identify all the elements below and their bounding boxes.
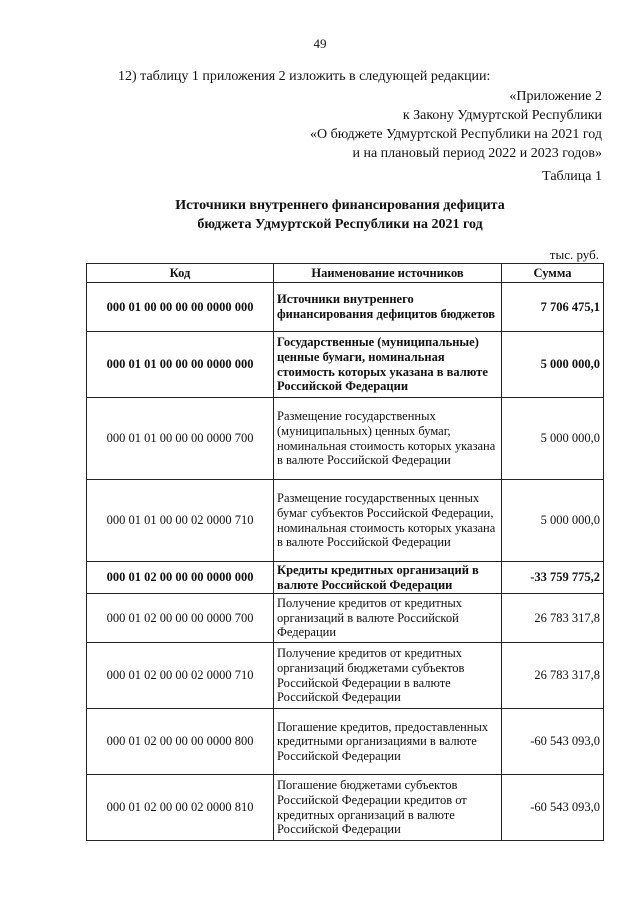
appendix-line: к Закону Удмуртской Республики [402, 108, 602, 123]
row-name: Источники внутреннего финансирования дефицитов бюджетов [274, 283, 502, 332]
page-number: 49 [313, 36, 327, 51]
row-sum: 5 000 000,0 [502, 480, 604, 562]
header-name: Наименование источников [274, 264, 502, 283]
row-sum: -60 543 093,0 [502, 775, 604, 841]
table-row [87, 562, 604, 594]
row-name: Размещение государственных (муниципальных) ценных бумаг, номинальная стоимость которых указана в валюте Российской Федерации [274, 398, 502, 480]
row-sum: -33 759 775,2 [502, 562, 604, 594]
financing-sources-table [86, 263, 604, 841]
amendment-intro: 12) таблицу 1 приложения 2 изложить в следующей редакции: [118, 69, 491, 84]
row-code: 000 01 02 00 00 02 0000 810 [87, 775, 274, 841]
title-line: бюджета Удмуртской Республики на 2021 год [197, 217, 483, 232]
row-name: Погашение бюджетами субъектов Российской Федерации кредитов от кредитных организаций в валюте Российской Федерации [274, 775, 502, 841]
appendix-line: «О бюджете Удмуртской Республики на 2021 год [309, 127, 602, 142]
row-sum: 26 783 317,8 [502, 594, 604, 643]
table-label: Таблица 1 [542, 169, 602, 184]
row-name: Государственные (муниципальные) ценные бумаги, номинальная стоимость которых указана в валюте Российской Федерации [274, 332, 502, 398]
appendix-reference [310, 87, 602, 163]
table-row [87, 643, 604, 709]
row-sum: 26 783 317,8 [502, 643, 604, 709]
table-row [87, 398, 604, 480]
row-code: 000 01 01 00 00 00 0000 000 [87, 332, 274, 398]
appendix-line: «Приложение 2 [509, 89, 602, 104]
row-code: 000 01 00 00 00 00 0000 000 [87, 283, 274, 332]
table-row [87, 332, 604, 398]
table-row [87, 709, 604, 775]
table-header-row [87, 264, 604, 283]
row-sum: -60 543 093,0 [502, 709, 604, 775]
row-sum: 5 000 000,0 [502, 332, 604, 398]
row-code: 000 01 02 00 00 02 0000 710 [87, 643, 274, 709]
row-name: Получение кредитов от кредитных организаций в валюте Российской Федерации [274, 594, 502, 643]
table-row [87, 775, 604, 841]
header-code: Код [87, 264, 274, 283]
table-row [87, 283, 604, 332]
table-row [87, 594, 604, 643]
row-code: 000 01 01 00 00 00 0000 700 [87, 398, 274, 480]
row-sum: 5 000 000,0 [502, 398, 604, 480]
row-name: Размещение государственных ценных бумаг субъектов Российской Федерации, номинальная стоимость которых указана в валюте Российской Федерации [274, 480, 502, 562]
table-row [87, 480, 604, 562]
units-label: тыс. руб. [549, 247, 599, 262]
document-title [40, 196, 640, 234]
row-code: 000 01 01 00 00 02 0000 710 [87, 480, 274, 562]
row-name: Погашение кредитов, предоставленных кредитными организациями в валюте Российской Федерации [274, 709, 502, 775]
row-name: Получение кредитов от кредитных организаций бюджетами субъектов Российской Федерации в валюте Российской Федерации [274, 643, 502, 709]
row-sum: 7 706 475,1 [502, 283, 604, 332]
header-sum: Сумма [502, 264, 604, 283]
row-code: 000 01 02 00 00 00 0000 700 [87, 594, 274, 643]
title-line: Источники внутреннего финансирования дефицита [175, 198, 505, 213]
appendix-line: и на плановый период 2022 и 2023 годов» [352, 146, 602, 161]
row-code: 000 01 02 00 00 00 0000 000 [87, 562, 274, 594]
row-code: 000 01 02 00 00 00 0000 800 [87, 709, 274, 775]
row-name: Кредиты кредитных организаций в валюте Российской Федерации [274, 562, 502, 594]
